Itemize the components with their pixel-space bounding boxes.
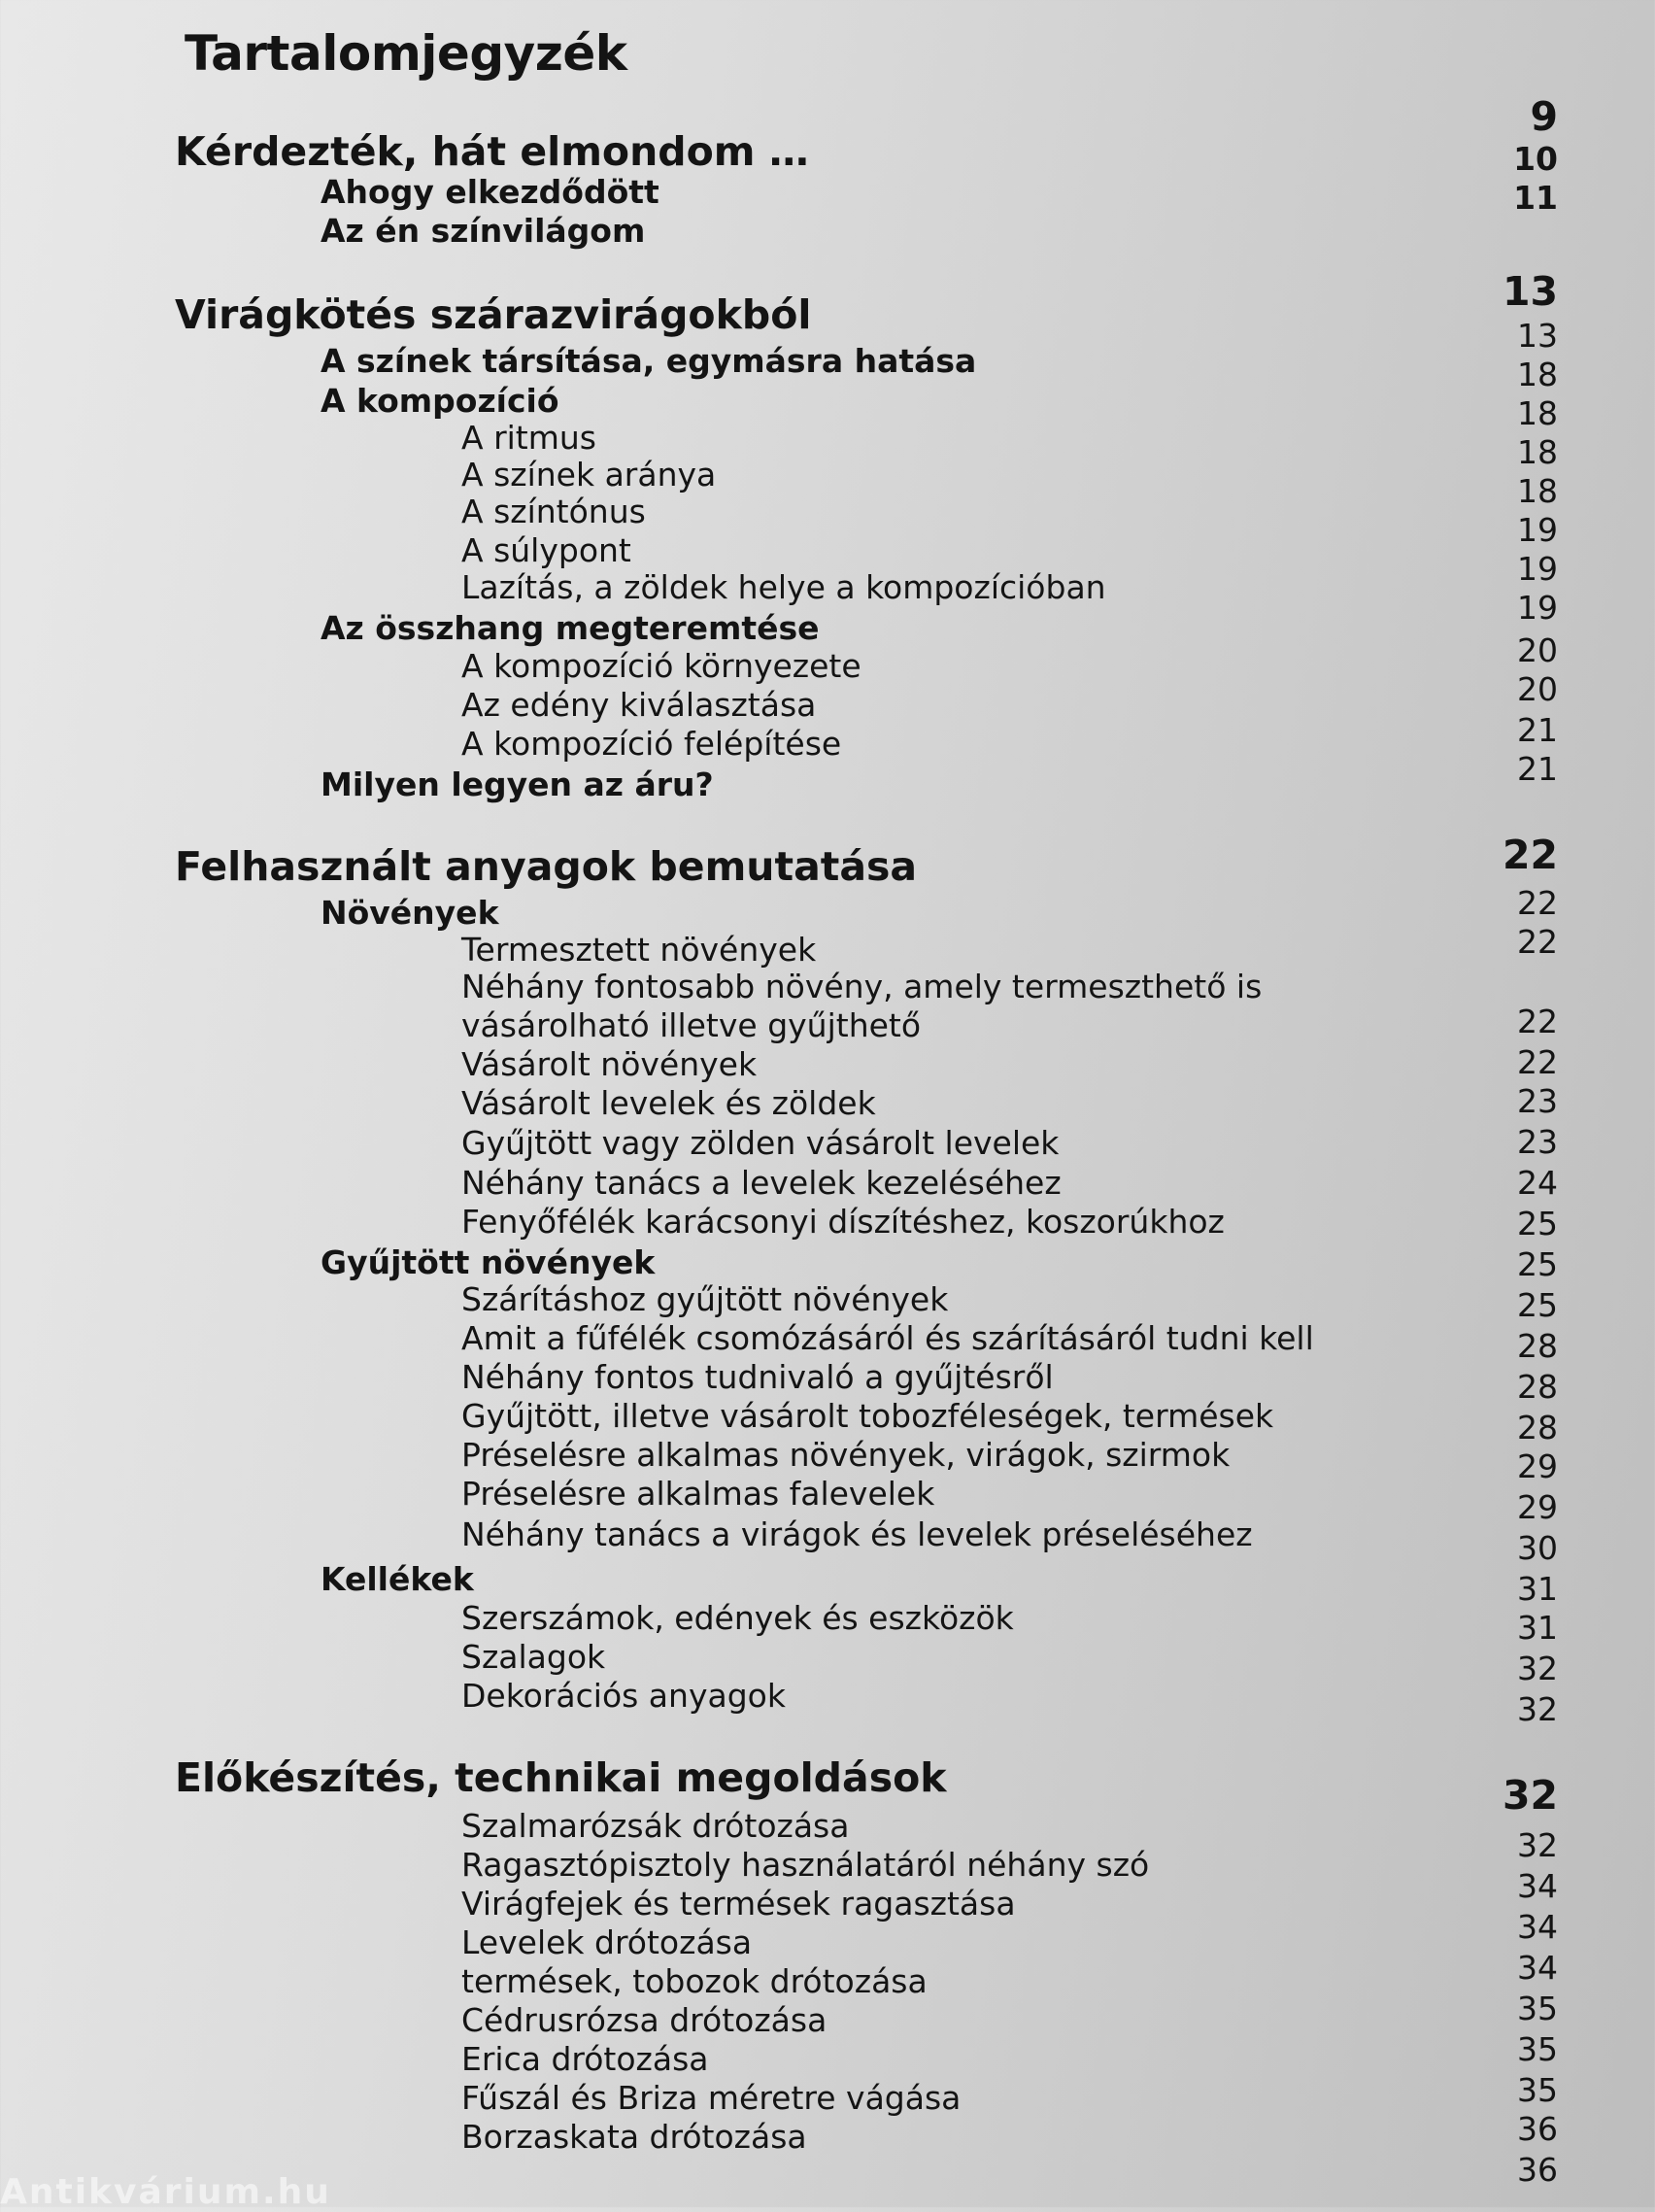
toc-subsection-title: Borzaskata drótozása xyxy=(461,2118,807,2156)
toc-subsection-title: Szalagok xyxy=(461,1638,606,1676)
page-number: 34 xyxy=(1517,1867,1558,1905)
toc-section-title: Kellékek xyxy=(321,1560,474,1598)
toc-subsection-title: Amit a fűfélék csomózásáról és szárításáról tudni kell xyxy=(461,1319,1314,1357)
toc-subsection-title: Ragasztópisztoly használatáról néhány szó xyxy=(461,1846,1150,1884)
page-number: 32 xyxy=(1517,1650,1558,1687)
page-number: 35 xyxy=(1517,1990,1558,2027)
page-number: 32 xyxy=(1502,1772,1558,1819)
toc-subsection-title: Néhány tanács a virágok és levelek préseléséhez xyxy=(461,1515,1253,1553)
toc-subsection-title: Néhány fontos tudnivaló a gyűjtésről xyxy=(461,1358,1054,1396)
page-title: Tartalomjegyzék xyxy=(185,25,627,82)
toc-section-title: Növények xyxy=(321,894,499,932)
toc-subsection-title: Termesztett növények xyxy=(461,931,817,969)
toc-subsection-title: Préselésre alkalmas falevelek xyxy=(461,1475,935,1513)
page-number: 13 xyxy=(1502,268,1558,315)
toc-subsection-title: Vásárolt levelek és zöldek xyxy=(461,1084,876,1122)
page-number: 18 xyxy=(1517,433,1558,471)
page-number: 28 xyxy=(1517,1327,1558,1365)
page-number: 10 xyxy=(1513,140,1558,178)
page-number: 31 xyxy=(1517,1609,1558,1647)
toc-chapter-title: Előkészítés, technikai megoldások xyxy=(175,1754,947,1801)
toc-section-title: Az összhang megteremtése xyxy=(321,609,820,647)
toc-subsection-title: termések, tobozok drótozása xyxy=(461,1962,928,2000)
toc-subsection-title: Préselésre alkalmas növények, virágok, szirmok xyxy=(461,1436,1231,1474)
page-number: 18 xyxy=(1517,394,1558,432)
toc-subsection-title: Szerszámok, edények és eszközök xyxy=(461,1599,1014,1637)
watermark: Antikvárium.hu xyxy=(0,2172,331,2212)
page-number: 28 xyxy=(1517,1368,1558,1406)
toc-subsection-title: Az edény kiválasztása xyxy=(461,686,817,724)
toc-section-title: A kompozíció xyxy=(321,382,559,420)
toc-chapter-title: Kérdezték, hát elmondom … xyxy=(175,128,809,175)
page-number: 22 xyxy=(1502,832,1558,878)
page-number: 36 xyxy=(1517,2110,1558,2148)
page-number: 18 xyxy=(1517,472,1558,510)
toc-chapter-title: Virágkötés szárazvirágokból xyxy=(175,291,812,338)
page-number: 19 xyxy=(1517,589,1558,627)
page-number: 22 xyxy=(1517,1003,1558,1040)
toc-section-title: Az én színvilágom xyxy=(321,212,646,250)
toc-subsection-title: A súlypont xyxy=(461,531,631,569)
page-number: 28 xyxy=(1517,1409,1558,1446)
toc-subsection-title: Vásárolt növények xyxy=(461,1045,758,1083)
page-number: 21 xyxy=(1517,711,1558,749)
page-number: 19 xyxy=(1517,511,1558,549)
toc-subsection-title: Gyűjtött, illetve vásárolt tobozféleségek, termések xyxy=(461,1397,1274,1435)
page-number: 32 xyxy=(1517,1690,1558,1728)
toc-subsection-title: A színtónus xyxy=(461,493,646,530)
toc-subsection-title: Fűszál és Briza méretre vágása xyxy=(461,2079,962,2117)
page-number: 35 xyxy=(1517,2071,1558,2109)
toc-subsection-title: A színek aránya xyxy=(461,456,717,493)
page-number: 22 xyxy=(1517,884,1558,922)
page-number: 29 xyxy=(1517,1447,1558,1485)
page-number: 23 xyxy=(1517,1123,1558,1161)
toc-subsection-title: Virágfejek és termések ragasztása xyxy=(461,1885,1016,1923)
page-number: 25 xyxy=(1517,1205,1558,1242)
page-number: 9 xyxy=(1530,93,1558,140)
page-number: 36 xyxy=(1517,2151,1558,2189)
toc-subsection-title: Dekorációs anyagok xyxy=(461,1677,786,1715)
toc-subsection-title: Lazítás, a zöldek helye a kompozícióban xyxy=(461,568,1106,606)
toc-section-title: Milyen legyen az áru? xyxy=(321,766,714,803)
page-number: 11 xyxy=(1513,179,1558,217)
page-number: 25 xyxy=(1517,1245,1558,1283)
page-number: 34 xyxy=(1517,1908,1558,1946)
page-number: 20 xyxy=(1517,670,1558,708)
toc-subsection-title: Cédrusrózsa drótozása xyxy=(461,2001,828,2039)
page-number: 21 xyxy=(1517,750,1558,788)
toc-chapter-title: Felhasznált anyagok bemutatása xyxy=(175,843,918,890)
toc-section-title: Ahogy elkezdődött xyxy=(321,173,659,211)
toc-section-title: Gyűjtött növények xyxy=(321,1243,656,1281)
page-number: 30 xyxy=(1517,1529,1558,1567)
page-number: 29 xyxy=(1517,1488,1558,1526)
toc-subsection-title: A kompozíció felépítése xyxy=(461,725,842,763)
page-number: 23 xyxy=(1517,1082,1558,1120)
page-number: 31 xyxy=(1517,1570,1558,1608)
toc-subsection-title: Erica drótozása xyxy=(461,2040,709,2078)
toc-subsection-title: Levelek drótozása xyxy=(461,1923,753,1961)
page-number: 22 xyxy=(1517,923,1558,961)
toc-subsection-title: Szalmarózsák drótozása xyxy=(461,1807,850,1845)
toc-section-title: A színek társítása, egymásra hatása xyxy=(321,342,977,380)
toc-subsection-title: Néhány tanács a levelek kezeléséhez xyxy=(461,1164,1062,1202)
toc-subsection-title: Néhány fontosabb növény, amely termeszthető is xyxy=(461,968,1263,1005)
page-number: 18 xyxy=(1517,356,1558,393)
page-number: 19 xyxy=(1517,550,1558,588)
toc-subsection-title: Fenyőfélék karácsonyi díszítéshez, koszorúkhoz xyxy=(461,1203,1225,1241)
page-number: 20 xyxy=(1517,631,1558,669)
toc-subsection-title: vásárolható illetve gyűjthető xyxy=(461,1006,922,1044)
toc-subsection-title: A kompozíció környezete xyxy=(461,647,861,685)
page-number: 24 xyxy=(1517,1164,1558,1202)
page-number: 13 xyxy=(1517,317,1558,355)
toc-subsection-title: Gyűjtött vagy zölden vásárolt levelek xyxy=(461,1124,1060,1162)
toc-subsection-title: A ritmus xyxy=(461,419,596,457)
page-number: 35 xyxy=(1517,2030,1558,2068)
page-number: 25 xyxy=(1517,1286,1558,1324)
page-number: 34 xyxy=(1517,1949,1558,1987)
page-number: 32 xyxy=(1517,1826,1558,1864)
page-number: 22 xyxy=(1517,1043,1558,1081)
toc-subsection-title: Szárításhoz gyűjtött növények xyxy=(461,1280,949,1318)
